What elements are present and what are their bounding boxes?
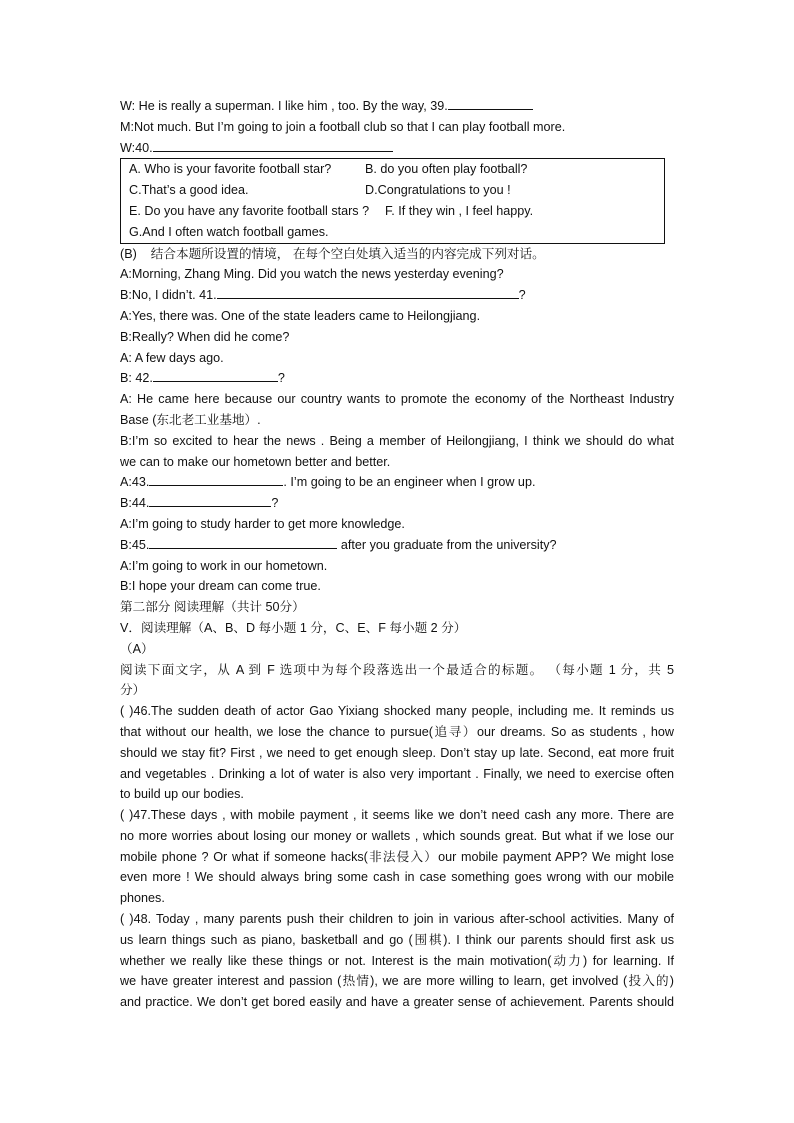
passage-line: that without our health, we lose the chance to pursue(追寻）our dreams. So as students , how — [120, 724, 674, 739]
answer-blank-39[interactable] — [448, 96, 533, 110]
line-suffix: after you graduate from the university? — [337, 537, 557, 552]
line-text: A: A few days ago. — [120, 350, 224, 365]
dialogue-line — [120, 348, 674, 369]
passage-line: no more worries about losing our money or wallets , which sounds great. But what if we lose our — [120, 828, 674, 843]
dialogue-line — [120, 556, 674, 577]
line-text: B:45. — [120, 537, 150, 552]
options-row — [129, 222, 664, 243]
answer-blank-45[interactable] — [149, 535, 337, 549]
passage-line: and vegetables . Drinking a lot of water is also very important . Finally, we need to exercise often — [120, 766, 674, 781]
passage-line: we have greater interest and passion (热情), we are more willing to learn, get involved (投入的) — [120, 974, 674, 989]
line-text: A:I’m going to study harder to get more knowledge. — [120, 516, 405, 531]
line-text: W: He is really a superman. I like him , too. By the way, 39. — [120, 99, 448, 113]
passage-line: mobile phone ? Or what if someone hacks(非法侵入）our mobile payment APP? We might lose — [120, 849, 674, 864]
dialogue-line-42 — [120, 368, 674, 389]
dialogue-line — [120, 264, 674, 285]
passage-line: us learn things such as piano, basketball and go (围棋). I think our parents should first ask us — [120, 932, 674, 947]
document-page — [120, 96, 674, 1013]
dialogue-line-44 — [120, 493, 674, 514]
line-suffix: ? — [518, 288, 526, 303]
line-suffix: ? — [277, 371, 285, 386]
dialogue-line-40 — [120, 138, 674, 159]
answer-blank-41[interactable] — [217, 285, 519, 299]
dialogue-line: B:I’m so excited to hear the news . Being a member of Heilongjiang, I think we should do what — [120, 433, 674, 448]
passage-line: and practice. We don’t get bored easily and have a greater sense of achievement. Parents should — [120, 995, 674, 1010]
line-text: W:40. — [120, 140, 153, 155]
part2-title: 第二部分 阅读理解（共计 50分） — [120, 600, 305, 615]
dialogue-line — [120, 514, 674, 535]
option-f: F. If they win , I feel happy. — [385, 203, 534, 218]
options-box — [120, 158, 665, 243]
option-b: B. do you often play football? — [365, 162, 528, 177]
part2-instruction: 分） — [120, 683, 146, 698]
part2-section-heading: V．阅读理解（A、B、D 每小题 1 分，C、E、F 每小题 2 分） — [120, 620, 467, 635]
passage-line: whether we really like these things or not. Interest is the main motivation(动力) for learning. If — [120, 953, 674, 968]
line-text: B: 42. — [120, 371, 153, 386]
dialogue-line-41 — [120, 285, 674, 306]
dialogue-line: A: He came here because our country wants to promote the economy of the Northeast Industry — [120, 392, 674, 407]
passage-line: ( )46.The sudden death of actor Gao Yixiang shocked many people, including me. It reminds us — [120, 704, 674, 719]
dialogue-line — [120, 327, 674, 348]
answer-blank-40[interactable] — [153, 138, 393, 152]
passage-line: ( )47.These days , with mobile payment , it seems like we don’t need cash any more. There are — [120, 808, 674, 823]
line-suffix: . I’m going to be an engineer when I grow up. — [283, 475, 536, 490]
answer-blank-43[interactable] — [149, 472, 283, 486]
line-text: A:43. — [120, 475, 150, 490]
section-b-heading — [120, 244, 674, 265]
section-b-instruction: 结合本题所设置的情境， 在每个空白处填入适当的内容完成下列对话。 — [150, 246, 545, 261]
options-row — [129, 201, 664, 222]
answer-blank-42[interactable] — [153, 368, 278, 382]
line-text: A:Morning, Zhang Ming. Did you watch the news yesterday evening? — [120, 267, 504, 282]
passage-46 — [120, 701, 674, 805]
option-d: D.Congratulations to you ! — [365, 183, 511, 198]
dialogue-line: we can to make our hometown better and better. — [120, 454, 391, 469]
line-text: B:44. — [120, 496, 150, 511]
part2-sub-heading: （A） — [120, 641, 154, 656]
dialogue-line: Base (东北老工业基地）. — [120, 412, 261, 427]
options-row — [129, 180, 664, 201]
options-row — [129, 159, 664, 180]
passage-line: even more ! We should always bring some cash in case something goes wrong with our mobile — [120, 870, 674, 885]
part2-instruction: 阅读下面文字，从 A 到 F 选项中为每个段落选出一个最适合的标题。 （每小题 1 分，共 5 — [120, 662, 674, 677]
option-c: C.That’s a good idea. — [129, 183, 249, 198]
passage-line: should we stay fit? First , we need to get enough sleep. Don’t stay up late. Second, eat more fruit — [120, 745, 674, 760]
section-b-label: (B) — [120, 246, 137, 261]
dialogue-line-45 — [120, 535, 674, 556]
dialogue-line — [120, 576, 674, 597]
line-text: B:Really? When did he come? — [120, 329, 290, 344]
passage-47 — [120, 805, 674, 909]
passage-line: ( )48. Today , many parents push their children to join in various after-school activities. Many of — [120, 912, 674, 927]
line-text: M:Not much. But I’m going to join a football club so that I can play football more. — [120, 119, 566, 134]
option-a: A. Who is your favorite football star? — [129, 162, 332, 177]
passage-line: to build up our bodies. — [120, 787, 244, 802]
line-text: A:I’m going to work in our hometown. — [120, 558, 328, 573]
option-e: E. Do you have any favorite football stars ? — [129, 203, 370, 218]
dialogue-line — [120, 306, 674, 327]
answer-blank-44[interactable] — [149, 493, 271, 507]
dialogue-line — [120, 117, 674, 138]
line-text: A:Yes, there was. One of the state leaders came to Heilongjiang. — [120, 308, 481, 323]
line-text: B:I hope your dream can come true. — [120, 579, 321, 594]
line-suffix: ? — [271, 496, 279, 511]
option-g: G.And I often watch football games. — [129, 224, 329, 239]
dialogue-line-39 — [120, 96, 674, 117]
line-text: B:No, I didn’t. 41. — [120, 288, 217, 303]
dialogue-line-43 — [120, 472, 674, 493]
passage-line: phones. — [120, 891, 165, 906]
passage-48 — [120, 909, 674, 1013]
